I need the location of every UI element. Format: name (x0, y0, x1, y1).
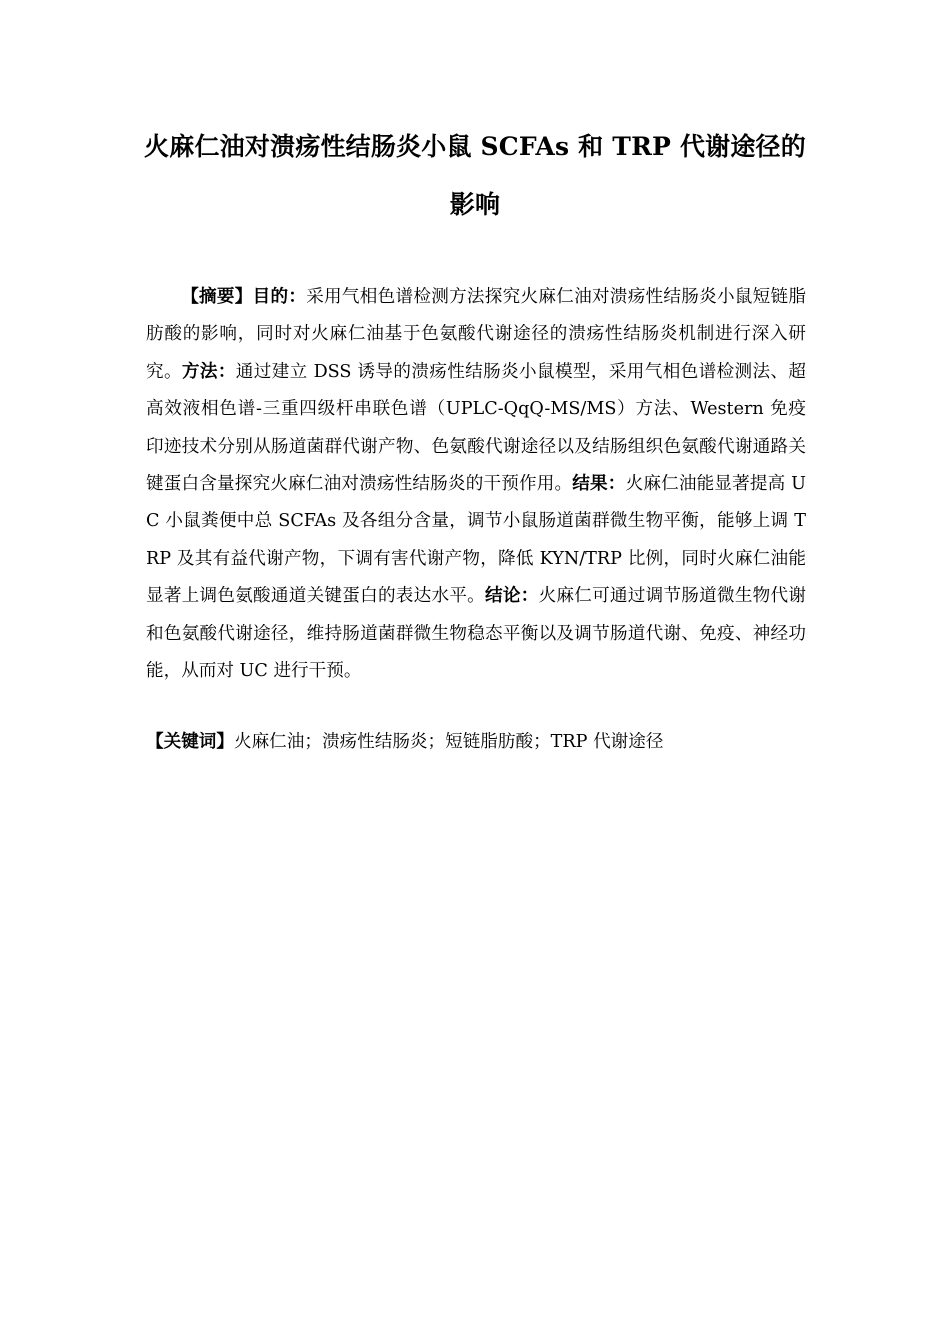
paper-title: 火麻仁油对溃疡性结肠炎小鼠 SCFAs 和 TRP 代谢途径的影响 (144, 132, 806, 219)
results-text: 火麻仁油能显著提高 UC 小鼠粪便中总 SCFAs 及各组分含量，调节小鼠肠道菌群微生物平衡，能够上调 TRP 及其有益代谢产物，下调有害代谢产物，降低 KYN/TRP 比例，同时火麻仁油能显著上调色氨酸通道关键蛋白的表达水平。 (146, 474, 806, 607)
objective-label: 目的： (252, 287, 307, 307)
keywords-line (146, 724, 806, 761)
results-label: 结果： (572, 474, 626, 495)
conclusion-label: 结论： (485, 586, 539, 607)
methods-text: 通过建立 DSS 诱导的溃疡性结肠炎小鼠模型，采用气相色谱检测法、超高效液相色谱-三重四级杆串联色谱（UPLC-QqQ-MS/MS）方法、Western 免疫印迹技术分别从肠道菌群代谢产物、色氨酸代谢途径以及结肠组织色氨酸代谢通路关键蛋白含量探究火麻仁油对溃疡性结肠炎的干预作用。 (146, 361, 806, 495)
methods-label: 方法： (181, 361, 236, 382)
keywords-text: 火麻仁油；溃疡性结肠炎；短链脂肪酸；TRP 代谢途径 (233, 732, 664, 752)
abstract-label: 【摘要】 (181, 287, 253, 307)
objective-text: 采用气相色谱检测方法探究火麻仁油对溃疡性结肠炎小鼠短链脂肪酸的影响，同时对火麻仁油基于色氨酸代谢途径的溃疡性结肠炎机制进行深入研究。 (146, 287, 806, 382)
keywords-label: 【关键词】 (146, 732, 234, 752)
conclusion-text: 火麻仁可通过调节肠道微生物代谢和色氨酸代谢途径，维持肠道菌群微生物稳态平衡以及调节肠道代谢、免疫、神经功能，从而对 UC 进行干预。 (146, 586, 806, 682)
abstract-paragraph (146, 279, 806, 690)
